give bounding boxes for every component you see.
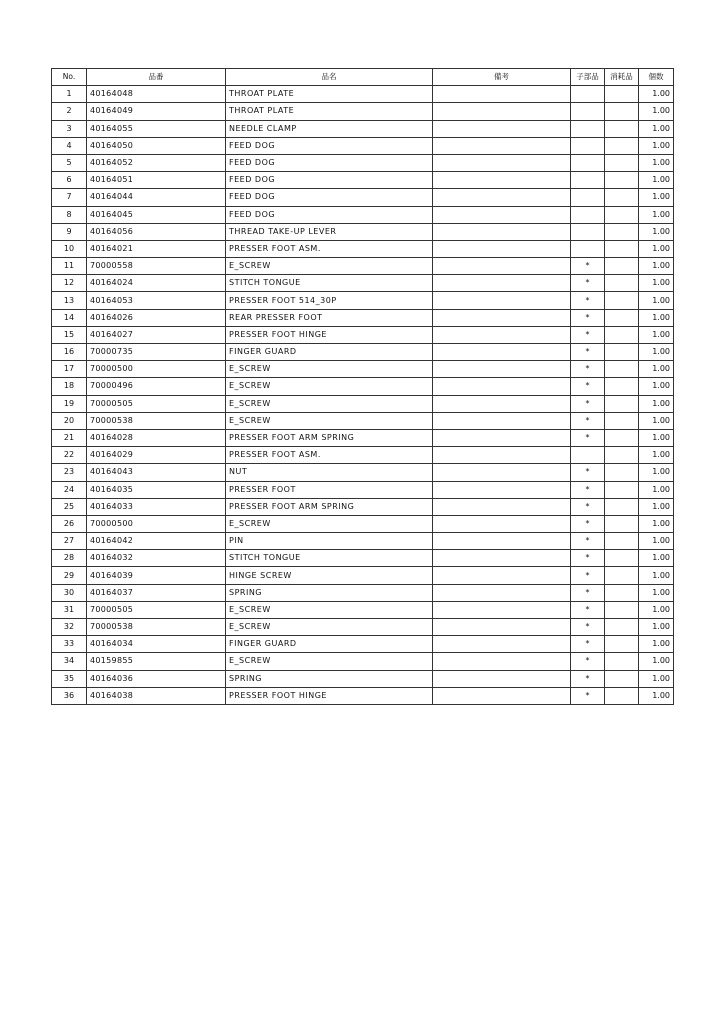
part-number-cell: 40164036 xyxy=(87,670,226,687)
part-name-cell: FEED DOG xyxy=(226,206,433,223)
consumable-cell xyxy=(605,498,639,515)
consumable-cell xyxy=(605,412,639,429)
sub-part-cell: * xyxy=(571,275,605,292)
remarks-cell xyxy=(433,670,571,687)
table-row xyxy=(52,275,674,292)
sub-part-cell: * xyxy=(571,601,605,618)
consumable-cell xyxy=(605,172,639,189)
table-row xyxy=(52,292,674,309)
part-name-cell: E_SCREW xyxy=(226,601,433,618)
consumable-cell xyxy=(605,240,639,257)
consumable-cell xyxy=(605,601,639,618)
sub-part-cell: * xyxy=(571,309,605,326)
remarks-cell xyxy=(433,223,571,240)
sub-part-cell xyxy=(571,223,605,240)
sub-part-cell: * xyxy=(571,361,605,378)
remarks-cell xyxy=(433,619,571,636)
part-number-cell: 70000505 xyxy=(87,601,226,618)
part-name-cell: FEED DOG xyxy=(226,172,433,189)
header-quantity: 個数 xyxy=(639,69,674,86)
quantity-cell: 1.00 xyxy=(639,550,674,567)
table-header-row xyxy=(52,69,674,86)
header-sub-part: 子部品 xyxy=(571,69,605,86)
part-number-cell: 40164053 xyxy=(87,292,226,309)
remarks-cell xyxy=(433,412,571,429)
table-row xyxy=(52,670,674,687)
header-part-number: 品番 xyxy=(87,69,226,86)
part-name-cell: SPRING xyxy=(226,584,433,601)
quantity-cell: 1.00 xyxy=(639,154,674,171)
consumable-cell xyxy=(605,326,639,343)
sub-part-cell: * xyxy=(571,515,605,532)
quantity-cell: 1.00 xyxy=(639,429,674,446)
row-number: 27 xyxy=(52,533,87,550)
sub-part-cell: * xyxy=(571,687,605,704)
quantity-cell: 1.00 xyxy=(639,498,674,515)
row-number: 13 xyxy=(52,292,87,309)
sub-part-cell xyxy=(571,240,605,257)
table-row xyxy=(52,309,674,326)
part-name-cell: PRESSER FOOT 514_30P xyxy=(226,292,433,309)
consumable-cell xyxy=(605,687,639,704)
sub-part-cell xyxy=(571,103,605,120)
table-row xyxy=(52,206,674,223)
consumable-cell xyxy=(605,309,639,326)
quantity-cell: 1.00 xyxy=(639,653,674,670)
consumable-cell xyxy=(605,154,639,171)
part-number-cell: 40164032 xyxy=(87,550,226,567)
part-name-cell: E_SCREW xyxy=(226,395,433,412)
remarks-cell xyxy=(433,275,571,292)
remarks-cell xyxy=(433,189,571,206)
part-number-cell: 70000735 xyxy=(87,344,226,361)
row-number: 11 xyxy=(52,258,87,275)
part-name-cell: E_SCREW xyxy=(226,378,433,395)
part-number-cell: 40164049 xyxy=(87,103,226,120)
part-number-cell: 40164026 xyxy=(87,309,226,326)
remarks-cell xyxy=(433,395,571,412)
table-row xyxy=(52,326,674,343)
sub-part-cell xyxy=(571,189,605,206)
table-row xyxy=(52,120,674,137)
row-number: 16 xyxy=(52,344,87,361)
row-number: 5 xyxy=(52,154,87,171)
quantity-cell: 1.00 xyxy=(639,103,674,120)
part-name-cell: PRESSER FOOT ASM. xyxy=(226,447,433,464)
remarks-cell xyxy=(433,584,571,601)
part-name-cell: E_SCREW xyxy=(226,653,433,670)
part-number-cell: 40164033 xyxy=(87,498,226,515)
part-number-cell: 40164029 xyxy=(87,447,226,464)
part-number-cell: 40164050 xyxy=(87,137,226,154)
sub-part-cell: * xyxy=(571,395,605,412)
part-number-cell: 70000500 xyxy=(87,361,226,378)
quantity-cell: 1.00 xyxy=(639,240,674,257)
header-no: No. xyxy=(52,69,87,86)
row-number: 4 xyxy=(52,137,87,154)
part-number-cell: 40164045 xyxy=(87,206,226,223)
consumable-cell xyxy=(605,429,639,446)
consumable-cell xyxy=(605,584,639,601)
part-number-cell: 40164027 xyxy=(87,326,226,343)
table-row xyxy=(52,447,674,464)
consumable-cell xyxy=(605,275,639,292)
part-number-cell: 40164056 xyxy=(87,223,226,240)
sub-part-cell xyxy=(571,120,605,137)
remarks-cell xyxy=(433,137,571,154)
quantity-cell: 1.00 xyxy=(639,344,674,361)
remarks-cell xyxy=(433,292,571,309)
sub-part-cell: * xyxy=(571,292,605,309)
part-name-cell: THROAT PLATE xyxy=(226,103,433,120)
part-number-cell: 40164035 xyxy=(87,481,226,498)
table-row xyxy=(52,429,674,446)
sub-part-cell xyxy=(571,154,605,171)
part-name-cell: E_SCREW xyxy=(226,515,433,532)
table-row xyxy=(52,653,674,670)
part-name-cell: FINGER GUARD xyxy=(226,636,433,653)
part-number-cell: 40164034 xyxy=(87,636,226,653)
row-number: 8 xyxy=(52,206,87,223)
remarks-cell xyxy=(433,361,571,378)
sub-part-cell: * xyxy=(571,326,605,343)
sub-part-cell: * xyxy=(571,670,605,687)
part-number-cell: 70000558 xyxy=(87,258,226,275)
row-number: 28 xyxy=(52,550,87,567)
remarks-cell xyxy=(433,309,571,326)
remarks-cell xyxy=(433,567,571,584)
part-number-cell: 40164048 xyxy=(87,86,226,103)
table-row xyxy=(52,464,674,481)
part-number-cell: 70000496 xyxy=(87,378,226,395)
table-row xyxy=(52,619,674,636)
part-number-cell: 70000500 xyxy=(87,515,226,532)
part-name-cell: REAR PRESSER FOOT xyxy=(226,309,433,326)
table-row xyxy=(52,687,674,704)
quantity-cell: 1.00 xyxy=(639,223,674,240)
row-number: 30 xyxy=(52,584,87,601)
quantity-cell: 1.00 xyxy=(639,515,674,532)
remarks-cell xyxy=(433,378,571,395)
table-row xyxy=(52,378,674,395)
part-number-cell: 40164039 xyxy=(87,567,226,584)
part-name-cell: HINGE SCREW xyxy=(226,567,433,584)
part-name-cell: E_SCREW xyxy=(226,412,433,429)
remarks-cell xyxy=(433,653,571,670)
row-number: 33 xyxy=(52,636,87,653)
remarks-cell xyxy=(433,533,571,550)
row-number: 2 xyxy=(52,103,87,120)
row-number: 10 xyxy=(52,240,87,257)
sub-part-cell xyxy=(571,206,605,223)
sub-part-cell: * xyxy=(571,378,605,395)
consumable-cell xyxy=(605,120,639,137)
remarks-cell xyxy=(433,601,571,618)
part-name-cell: PRESSER FOOT ARM SPRING xyxy=(226,498,433,515)
quantity-cell: 1.00 xyxy=(639,619,674,636)
quantity-cell: 1.00 xyxy=(639,636,674,653)
remarks-cell xyxy=(433,429,571,446)
part-number-cell: 40164038 xyxy=(87,687,226,704)
consumable-cell xyxy=(605,86,639,103)
remarks-cell xyxy=(433,326,571,343)
table-row xyxy=(52,498,674,515)
table-row xyxy=(52,481,674,498)
remarks-cell xyxy=(433,206,571,223)
row-number: 24 xyxy=(52,481,87,498)
quantity-cell: 1.00 xyxy=(639,464,674,481)
table-row xyxy=(52,550,674,567)
row-number: 1 xyxy=(52,86,87,103)
part-number-cell: 40164021 xyxy=(87,240,226,257)
quantity-cell: 1.00 xyxy=(639,361,674,378)
sub-part-cell xyxy=(571,447,605,464)
sub-part-cell: * xyxy=(571,653,605,670)
part-number-cell: 40164028 xyxy=(87,429,226,446)
row-number: 7 xyxy=(52,189,87,206)
remarks-cell xyxy=(433,464,571,481)
row-number: 19 xyxy=(52,395,87,412)
row-number: 26 xyxy=(52,515,87,532)
remarks-cell xyxy=(433,86,571,103)
sub-part-cell: * xyxy=(571,584,605,601)
row-number: 31 xyxy=(52,601,87,618)
row-number: 18 xyxy=(52,378,87,395)
part-name-cell: STITCH TONGUE xyxy=(226,275,433,292)
quantity-cell: 1.00 xyxy=(639,120,674,137)
row-number: 23 xyxy=(52,464,87,481)
part-name-cell: NUT xyxy=(226,464,433,481)
table-row xyxy=(52,86,674,103)
quantity-cell: 1.00 xyxy=(639,378,674,395)
part-number-cell: 40164037 xyxy=(87,584,226,601)
part-number-cell: 70000505 xyxy=(87,395,226,412)
remarks-cell xyxy=(433,240,571,257)
table-row xyxy=(52,584,674,601)
part-name-cell: FEED DOG xyxy=(226,189,433,206)
remarks-cell xyxy=(433,344,571,361)
part-number-cell: 40164052 xyxy=(87,154,226,171)
parts-list-table xyxy=(51,68,674,705)
remarks-cell xyxy=(433,258,571,275)
consumable-cell xyxy=(605,550,639,567)
quantity-cell: 1.00 xyxy=(639,258,674,275)
part-name-cell: FEED DOG xyxy=(226,154,433,171)
table-row xyxy=(52,172,674,189)
consumable-cell xyxy=(605,395,639,412)
sub-part-cell: * xyxy=(571,550,605,567)
part-name-cell: E_SCREW xyxy=(226,619,433,636)
sub-part-cell: * xyxy=(571,619,605,636)
part-number-cell: 40159855 xyxy=(87,653,226,670)
remarks-cell xyxy=(433,120,571,137)
sub-part-cell xyxy=(571,86,605,103)
row-number: 34 xyxy=(52,653,87,670)
sub-part-cell: * xyxy=(571,429,605,446)
quantity-cell: 1.00 xyxy=(639,137,674,154)
row-number: 9 xyxy=(52,223,87,240)
row-number: 35 xyxy=(52,670,87,687)
consumable-cell xyxy=(605,447,639,464)
remarks-cell xyxy=(433,636,571,653)
part-name-cell: E_SCREW xyxy=(226,361,433,378)
quantity-cell: 1.00 xyxy=(639,584,674,601)
consumable-cell xyxy=(605,378,639,395)
table-body xyxy=(52,86,674,705)
remarks-cell xyxy=(433,515,571,532)
consumable-cell xyxy=(605,292,639,309)
consumable-cell xyxy=(605,515,639,532)
quantity-cell: 1.00 xyxy=(639,567,674,584)
part-name-cell: FINGER GUARD xyxy=(226,344,433,361)
consumable-cell xyxy=(605,361,639,378)
quantity-cell: 1.00 xyxy=(639,292,674,309)
part-number-cell: 40164042 xyxy=(87,533,226,550)
row-number: 32 xyxy=(52,619,87,636)
part-name-cell: PRESSER FOOT ARM SPRING xyxy=(226,429,433,446)
sub-part-cell: * xyxy=(571,258,605,275)
remarks-cell xyxy=(433,154,571,171)
part-name-cell: THREAD TAKE-UP LEVER xyxy=(226,223,433,240)
consumable-cell xyxy=(605,137,639,154)
consumable-cell xyxy=(605,206,639,223)
consumable-cell xyxy=(605,670,639,687)
row-number: 22 xyxy=(52,447,87,464)
part-number-cell: 40164024 xyxy=(87,275,226,292)
remarks-cell xyxy=(433,447,571,464)
sub-part-cell: * xyxy=(571,412,605,429)
consumable-cell xyxy=(605,481,639,498)
part-number-cell: 40164043 xyxy=(87,464,226,481)
part-number-cell: 70000538 xyxy=(87,412,226,429)
sub-part-cell: * xyxy=(571,481,605,498)
quantity-cell: 1.00 xyxy=(639,601,674,618)
sub-part-cell: * xyxy=(571,533,605,550)
table-row xyxy=(52,154,674,171)
part-name-cell: PIN xyxy=(226,533,433,550)
consumable-cell xyxy=(605,258,639,275)
quantity-cell: 1.00 xyxy=(639,412,674,429)
remarks-cell xyxy=(433,172,571,189)
consumable-cell xyxy=(605,653,639,670)
consumable-cell xyxy=(605,567,639,584)
header-consumable: 消耗品 xyxy=(605,69,639,86)
remarks-cell xyxy=(433,481,571,498)
quantity-cell: 1.00 xyxy=(639,395,674,412)
row-number: 21 xyxy=(52,429,87,446)
row-number: 36 xyxy=(52,687,87,704)
quantity-cell: 1.00 xyxy=(639,533,674,550)
sub-part-cell: * xyxy=(571,636,605,653)
remarks-cell xyxy=(433,498,571,515)
consumable-cell xyxy=(605,103,639,120)
remarks-cell xyxy=(433,687,571,704)
sub-part-cell: * xyxy=(571,567,605,584)
consumable-cell xyxy=(605,533,639,550)
quantity-cell: 1.00 xyxy=(639,206,674,223)
consumable-cell xyxy=(605,636,639,653)
quantity-cell: 1.00 xyxy=(639,481,674,498)
quantity-cell: 1.00 xyxy=(639,275,674,292)
row-number: 12 xyxy=(52,275,87,292)
part-name-cell: PRESSER FOOT xyxy=(226,481,433,498)
table-row xyxy=(52,515,674,532)
quantity-cell: 1.00 xyxy=(639,172,674,189)
row-number: 20 xyxy=(52,412,87,429)
table-row xyxy=(52,344,674,361)
quantity-cell: 1.00 xyxy=(639,189,674,206)
quantity-cell: 1.00 xyxy=(639,326,674,343)
part-name-cell: NEEDLE CLAMP xyxy=(226,120,433,137)
quantity-cell: 1.00 xyxy=(639,447,674,464)
header-remarks: 備考 xyxy=(433,69,571,86)
remarks-cell xyxy=(433,550,571,567)
part-name-cell: E_SCREW xyxy=(226,258,433,275)
table-row xyxy=(52,533,674,550)
table-row xyxy=(52,601,674,618)
row-number: 3 xyxy=(52,120,87,137)
sub-part-cell xyxy=(571,172,605,189)
part-name-cell: PRESSER FOOT ASM. xyxy=(226,240,433,257)
remarks-cell xyxy=(433,103,571,120)
part-name-cell: FEED DOG xyxy=(226,137,433,154)
consumable-cell xyxy=(605,619,639,636)
sub-part-cell: * xyxy=(571,464,605,481)
part-number-cell: 40164055 xyxy=(87,120,226,137)
quantity-cell: 1.00 xyxy=(639,309,674,326)
quantity-cell: 1.00 xyxy=(639,670,674,687)
row-number: 25 xyxy=(52,498,87,515)
part-name-cell: PRESSER FOOT HINGE xyxy=(226,326,433,343)
part-name-cell: THROAT PLATE xyxy=(226,86,433,103)
part-number-cell: 40164044 xyxy=(87,189,226,206)
table-row xyxy=(52,240,674,257)
table-row xyxy=(52,395,674,412)
sub-part-cell xyxy=(571,137,605,154)
part-name-cell: PRESSER FOOT HINGE xyxy=(226,687,433,704)
quantity-cell: 1.00 xyxy=(639,86,674,103)
table-row xyxy=(52,258,674,275)
part-name-cell: SPRING xyxy=(226,670,433,687)
table-row xyxy=(52,103,674,120)
consumable-cell xyxy=(605,223,639,240)
header-part-name: 品名 xyxy=(226,69,433,86)
sub-part-cell: * xyxy=(571,344,605,361)
row-number: 17 xyxy=(52,361,87,378)
row-number: 14 xyxy=(52,309,87,326)
table-row xyxy=(52,223,674,240)
table-row xyxy=(52,189,674,206)
row-number: 15 xyxy=(52,326,87,343)
sub-part-cell: * xyxy=(571,498,605,515)
part-number-cell: 70000538 xyxy=(87,619,226,636)
part-name-cell: STITCH TONGUE xyxy=(226,550,433,567)
table-row xyxy=(52,567,674,584)
table-row xyxy=(52,137,674,154)
table-row xyxy=(52,636,674,653)
quantity-cell: 1.00 xyxy=(639,687,674,704)
row-number: 29 xyxy=(52,567,87,584)
part-number-cell: 40164051 xyxy=(87,172,226,189)
row-number: 6 xyxy=(52,172,87,189)
table-row xyxy=(52,361,674,378)
table-row xyxy=(52,412,674,429)
consumable-cell xyxy=(605,464,639,481)
consumable-cell xyxy=(605,189,639,206)
consumable-cell xyxy=(605,344,639,361)
